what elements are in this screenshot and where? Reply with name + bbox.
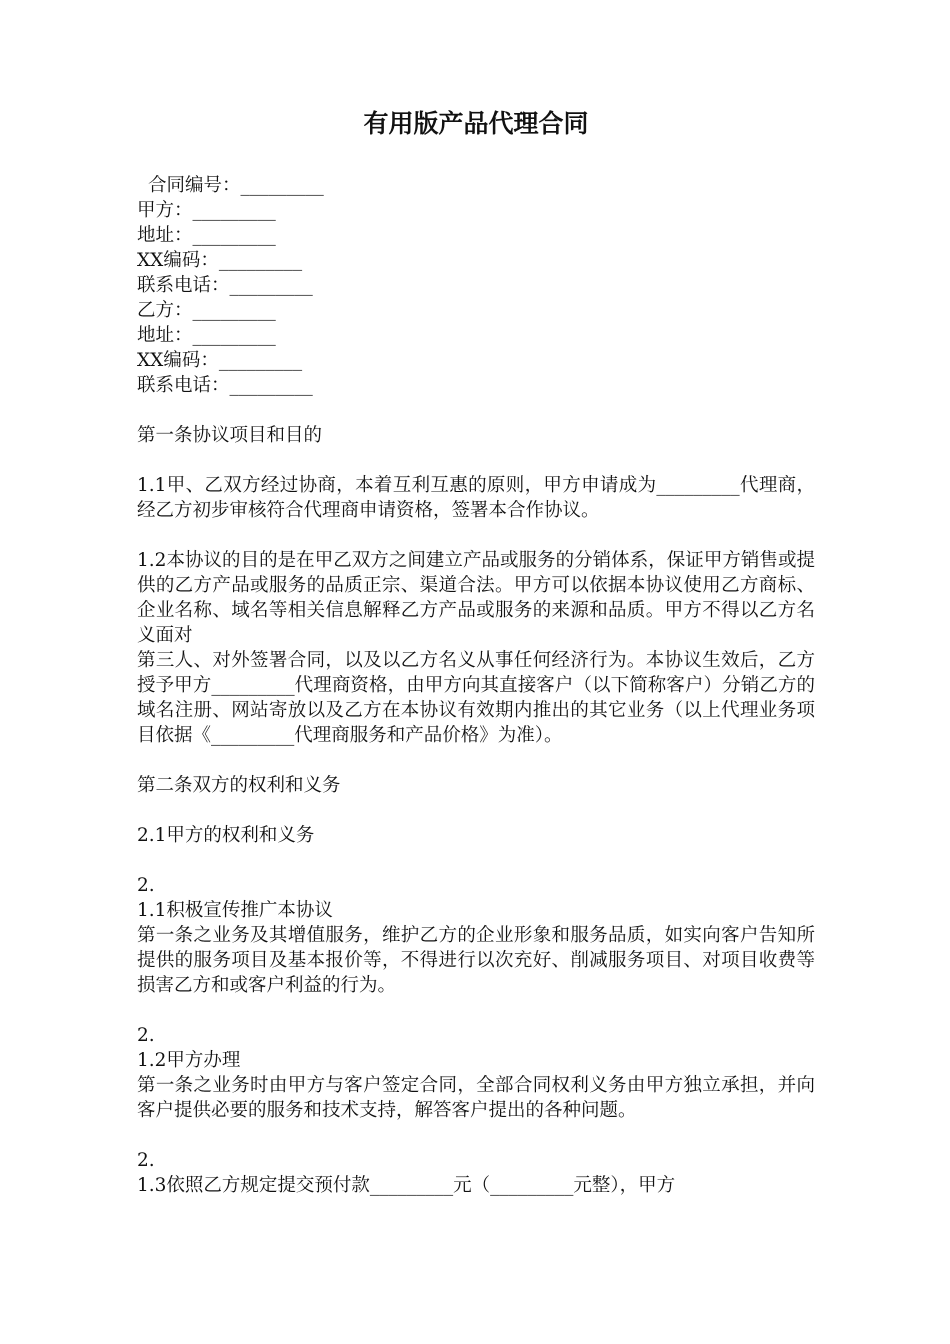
- party-a-postcode-line: XX编码：_________: [137, 250, 303, 271]
- party-a-line: 甲方：_________: [137, 200, 276, 221]
- item-1-number: 2.: [137, 875, 155, 896]
- clause-1-2-part-1: 1.2本协议的目的是在甲乙双方之间建立产品或服务的分销体系，保证甲方销售或提供的乙方产品或服务的品质正宗、渠道合法。甲方可以依据本协议使用乙方商标、企业名称、域名等相关信息解释乙方产品或服务的来源和品质。甲方不得以乙方名义面对: [137, 550, 815, 646]
- party-b-address-line: 地址：_________: [137, 325, 276, 346]
- contract-number-line: 合同编号：_________: [148, 175, 324, 196]
- subsection-2-1-heading: 2.1甲方的权利和义务: [137, 825, 315, 846]
- party-b-line: 乙方：_________: [137, 300, 276, 321]
- section-2-heading: 第二条双方的权利和义务: [137, 775, 341, 796]
- document-title: 有用版产品代理合同: [363, 109, 589, 138]
- item-1-text: 第一条之业务及其增值服务，维护乙方的企业形象和服务品质，如实向客户告知所提供的服务项目及基本报价等，不得进行以次充好、削减服务项目、对项目收费等损害乙方和或客户利益的行为。: [137, 925, 815, 996]
- item-3-title: 1.3依照乙方规定提交预付款_________元（_________元整），甲方: [137, 1175, 676, 1196]
- item-2-number: 2.: [137, 1025, 155, 1046]
- item-2-text: 第一条之业务时由甲方与客户签定合同，全部合同权利义务由甲方独立承担，并向客户提供必要的服务和技术支持，解答客户提出的各种问题。: [137, 1075, 815, 1121]
- party-b-postcode-line: XX编码：_________: [137, 350, 303, 371]
- item-1-title: 1.1积极宣传推广本协议: [137, 900, 333, 921]
- contract-header: [137, 173, 815, 398]
- section-1-heading: 第一条协议项目和目的: [137, 425, 323, 446]
- item-3-number: 2.: [137, 1150, 155, 1171]
- contract-body: [137, 423, 815, 1198]
- party-b-phone-line: 联系电话：_________: [137, 375, 313, 396]
- party-a-address-line: 地址：_________: [137, 225, 276, 246]
- clause-1-1: 1.1甲、乙双方经过协商，本着互利互惠的原则，甲方申请成为_________代理商，经乙方初步审核符合代理商申请资格，签署本合作协议。: [137, 475, 815, 521]
- party-a-phone-line: 联系电话：_________: [137, 275, 313, 296]
- clause-1-2-part-2: 第三人、对外签署合同，以及以乙方名义从事任何经济行为。本协议生效后，乙方授予甲方_________代理商资格，由甲方向其直接客户（以下简称客户）分销乙方的域名注册、网站寄放以及乙方在本协议有效期内推出的其它业务（以上代理业务项目依据《_________代理商服务和产品价格》为准）。: [137, 650, 815, 746]
- item-2-title: 1.2甲方办理: [137, 1050, 241, 1071]
